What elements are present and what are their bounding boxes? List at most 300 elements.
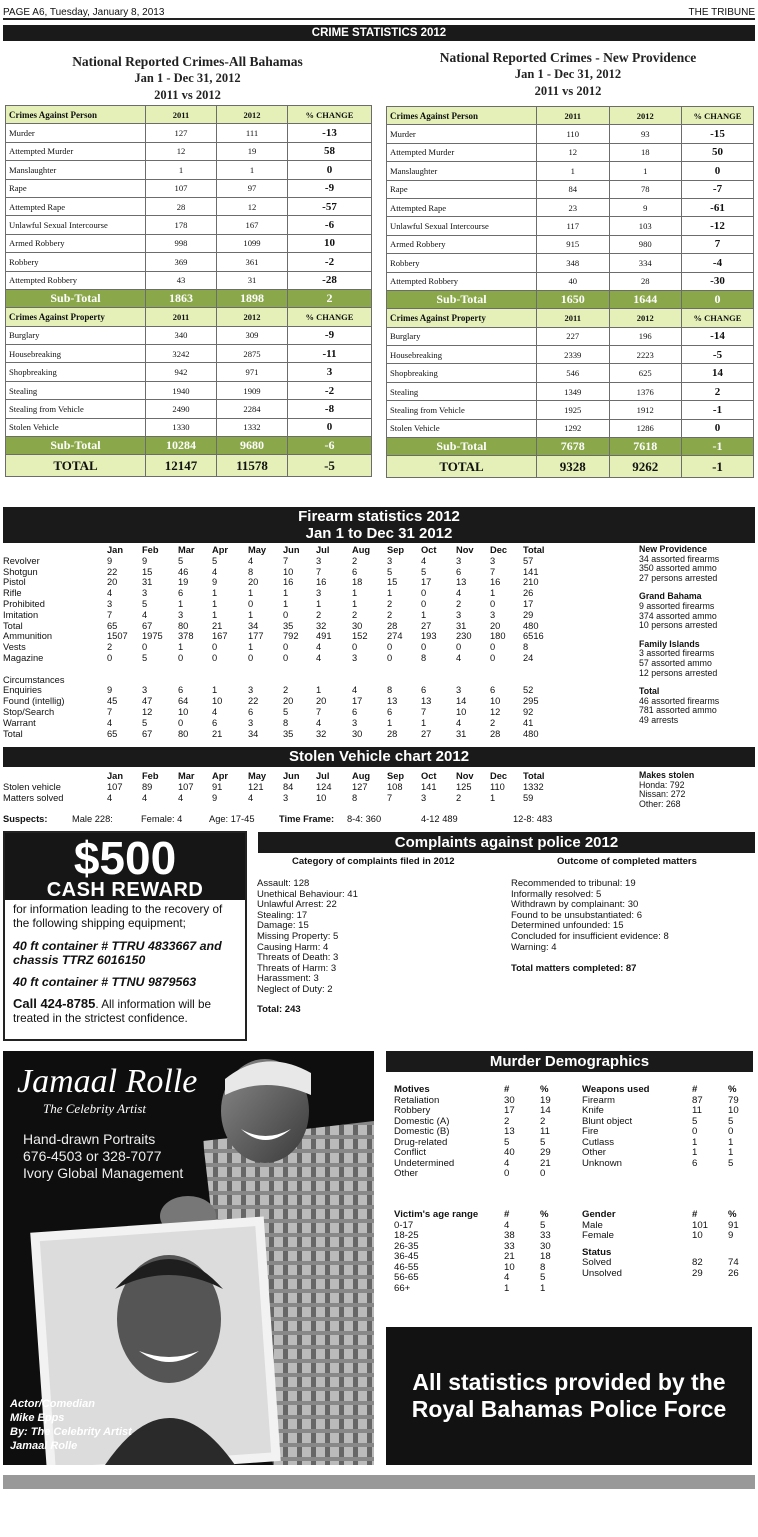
table-cell: 1 <box>316 685 322 696</box>
table-cell: 4 <box>107 792 113 803</box>
table-cell: # <box>504 1084 510 1095</box>
table-cell: Matters solved <box>3 792 64 803</box>
table-cell: 1 <box>421 717 427 728</box>
table-cell: 20 <box>316 696 327 707</box>
table-cell: 1507 <box>107 631 128 642</box>
new-providence-title: National Reported Crimes - New Providence Jan 1 - Dec 31, 2012 2011 vs 2012 <box>439 50 697 98</box>
table-cell: 10 <box>316 792 327 803</box>
table-cell: 110 <box>490 781 505 792</box>
table-cell: 26-35 <box>394 1240 419 1252</box>
table-cell: Domestic (B) <box>394 1126 450 1137</box>
table-cell: 10 <box>490 696 501 707</box>
table-cell: 15 <box>142 566 153 577</box>
table-cell: 6 <box>178 588 184 599</box>
table-cell: 17 <box>504 1105 515 1116</box>
table-row: Stealing 1349 1376 2 <box>387 382 754 400</box>
table-cell: Ammunition <box>3 631 53 642</box>
table-row: Manslaughter 1 1 0 <box>387 162 754 180</box>
table-cell: Stolen vehicle <box>3 781 61 792</box>
table-row: Rape 84 78 -7 <box>387 180 754 198</box>
table-cell: 4 <box>107 717 113 728</box>
table-cell: Solved <box>582 1257 612 1268</box>
table-cell: 6 <box>421 685 427 696</box>
cash-reward-ad <box>3 831 247 1041</box>
table-cell: 10 <box>456 707 467 717</box>
table-cell: 10 <box>504 1261 515 1273</box>
table-row: Attempted Robbery 40 28 -30 <box>387 272 754 290</box>
table-cell: 32 <box>316 728 327 739</box>
table-cell: Revolver <box>3 555 40 566</box>
list-item: Unlawful Arrest: 22 <box>257 899 337 911</box>
table-cell: 19 <box>178 577 189 588</box>
page-date: PAGE A6, Tuesday, January 8, 2013 <box>3 7 165 18</box>
table-cell: 6 <box>692 1157 698 1169</box>
table-cell: 0 <box>178 653 184 663</box>
complaints-outcome-heading: Outcome of completed matters <box>557 856 697 867</box>
table-cell: Jun <box>283 545 300 555</box>
table-cell: 2 <box>490 717 496 728</box>
table-row: Stealing from Vehicle 1925 1912 -1 <box>387 401 754 419</box>
table-cell: 87 <box>692 1094 703 1106</box>
table-cell: Jul <box>316 545 330 555</box>
table-cell: 28 <box>490 728 501 739</box>
table-row: Burglary 340 309 -9 <box>6 326 372 344</box>
table-cell: 2 <box>456 599 462 609</box>
table-cell: 29 <box>540 1147 551 1158</box>
table-cell: 0 <box>504 1168 510 1179</box>
table-cell: 378 <box>178 631 194 642</box>
stolen-vehicle-table <box>3 771 633 805</box>
table-cell: 3 <box>248 685 254 696</box>
table-cell: 33 <box>540 1230 551 1241</box>
firearm-region-summary <box>639 545 754 735</box>
table-cell: Jan <box>107 545 124 555</box>
table-cell: 26 <box>728 1267 739 1279</box>
list-item: Warning: 4 <box>511 941 557 953</box>
table-cell: Imitation <box>3 609 39 620</box>
table-cell: 64 <box>178 696 189 707</box>
table-cell: 6 <box>352 566 358 577</box>
table-cell: 0 <box>728 1126 734 1137</box>
table-cell: 1 <box>352 588 358 599</box>
table-cell: 21 <box>212 620 223 631</box>
crime-statistics-banner: CRIME STATISTICS 2012 <box>3 25 755 41</box>
table-cell: 5 <box>142 653 148 663</box>
table-cell: 91 <box>212 781 223 792</box>
table-cell: 84 <box>283 781 294 792</box>
table-cell: 4 <box>456 717 462 728</box>
table-cell: 30 <box>352 728 363 739</box>
table-cell: 22 <box>107 566 118 577</box>
complaints-outcomes <box>511 879 751 953</box>
table-cell: Aug <box>352 771 371 781</box>
firearm-title: Firearm statistics 2012 <box>298 508 460 525</box>
table-cell: 10 <box>212 696 223 707</box>
reward-confidential: . All information will be treated in the strictest confidence. <box>13 998 212 1025</box>
table-cell: 13 <box>387 696 398 707</box>
table-cell: 91 <box>728 1219 739 1231</box>
table-cell: 5 <box>212 555 218 566</box>
list-item: Missing Property: 5 <box>257 930 339 942</box>
table-cell: 480 <box>523 620 539 631</box>
table-cell: 0 <box>248 599 254 609</box>
table-cell: Female <box>582 1230 614 1241</box>
table-cell: 1 <box>212 599 218 609</box>
table-cell: 12 <box>142 707 153 717</box>
table-cell: 0 <box>352 642 358 653</box>
table-cell: 0 <box>178 717 184 728</box>
celebrity-artist-ad <box>3 1051 374 1465</box>
table-cell: 21 <box>212 728 223 739</box>
table-cell: 14 <box>540 1105 551 1116</box>
table-cell: Other <box>394 1168 418 1179</box>
table-cell: 16 <box>283 577 294 588</box>
table-header: Crimes Against Person 2011 2012 % CHANGE <box>387 107 754 125</box>
table-cell: Retaliation <box>394 1094 440 1106</box>
region-summary: Family Islands 3 assorted firearms 57 assorted ammo 12 persons arrested <box>639 638 718 678</box>
table-cell: 1 <box>540 1282 546 1294</box>
container-1: 40 ft container # TTRU 4833667 and chassis TTRZ 6016150 <box>13 939 222 967</box>
table-cell: 101 <box>692 1219 709 1231</box>
table-cell: 20 <box>107 577 118 588</box>
subtotal-row: Sub-Total 1863 1898 2 <box>6 289 372 307</box>
table-cell: 0 <box>212 653 218 663</box>
table-cell: Shotgun <box>3 566 38 577</box>
table-cell: 1 <box>728 1136 734 1148</box>
table-cell: 177 <box>248 631 264 642</box>
table-cell: 4 <box>456 653 462 663</box>
table-cell: 5 <box>540 1272 546 1283</box>
table-cell: 2 <box>352 609 358 620</box>
table-header: Crimes Against Person 2011 2012 % CHANGE <box>6 106 372 124</box>
bahamas-title: National Reported Crimes-All Bahamas Jan 1 - Dec 31, 2012 2011 vs 2012 <box>72 54 303 102</box>
table-cell: Robbery <box>394 1105 431 1116</box>
table-cell: 1 <box>352 599 358 609</box>
list-item: Assault: 128 <box>257 878 310 889</box>
table-cell: 2 <box>387 609 393 620</box>
table-cell: 124 <box>316 781 332 792</box>
table-cell: % <box>540 1209 549 1220</box>
table-cell: 0 <box>283 642 289 653</box>
table-cell: 141 <box>421 781 437 792</box>
table-cell: 30 <box>504 1094 515 1106</box>
table-row: Robbery 348 334 -4 <box>387 254 754 272</box>
total-row: TOTAL 12147 11578 -5 <box>6 455 372 477</box>
source-credit: All statistics provided by the Royal Bahamas Police Force <box>386 1327 752 1465</box>
table-cell: 0 <box>212 642 218 653</box>
table-cell: 167 <box>212 631 228 642</box>
table-cell: 9 <box>728 1230 734 1241</box>
table-cell: 26 <box>523 588 534 599</box>
table-cell: 10 <box>728 1105 739 1116</box>
page-header <box>3 4 755 20</box>
table-cell: 10 <box>692 1230 703 1241</box>
table-cell: Firearm <box>582 1094 616 1106</box>
table-cell: Conflict <box>394 1147 426 1158</box>
table-cell: 80 <box>178 620 189 631</box>
table-cell: 2 <box>387 599 393 609</box>
table-cell: 1 <box>728 1147 734 1158</box>
table-cell: 6 <box>212 717 218 728</box>
table-cell: % <box>728 1084 737 1095</box>
table-cell: 7 <box>421 707 427 717</box>
table-cell: 0 <box>107 653 113 663</box>
table-cell: Other <box>582 1147 606 1158</box>
table-row: Shopbreaking 546 625 14 <box>387 364 754 382</box>
table-cell: 29 <box>523 609 534 620</box>
table-cell: 6 <box>352 707 358 717</box>
table-cell: 65 <box>107 620 118 631</box>
table-cell: 17 <box>421 577 432 588</box>
table-cell: 107 <box>107 781 123 792</box>
table-cell: 1 <box>283 588 289 599</box>
table-cell: 152 <box>352 631 368 642</box>
table-cell: 5 <box>421 566 427 577</box>
table-cell: 210 <box>523 577 539 588</box>
table-cell: Cutlass <box>582 1136 614 1148</box>
subtotal-row: Sub-Total 7678 7618 -1 <box>387 438 754 456</box>
table-cell: 5 <box>178 555 184 566</box>
makes-stolen: Makes stolen Honda: 792 Nissan: 272 Other: 268 <box>639 770 695 809</box>
firearm-subtitle: Jan 1 to Dec 31 2012 <box>305 525 453 542</box>
table-cell: 0 <box>490 599 496 609</box>
table-cell: 1 <box>504 1282 510 1294</box>
table-cell: 5 <box>142 717 148 728</box>
table-cell: 4 <box>316 642 322 653</box>
region-summary: Grand Bahama 9 assorted firearms 374 assorted ammo 10 persons arrested <box>639 591 718 631</box>
list-item: Withdrawn by complainant: 30 <box>511 899 639 911</box>
table-cell: Total <box>523 771 545 781</box>
table-row: Murder 127 111 -13 <box>6 124 372 142</box>
table-cell: 3 <box>456 609 462 620</box>
table-cell: 0 <box>142 642 148 653</box>
table-cell: 24 <box>523 653 534 663</box>
complaints-categories <box>257 879 497 996</box>
table-cell: Nov <box>456 545 474 555</box>
table-cell: 180 <box>490 631 506 642</box>
table-cell: 4 <box>212 707 218 717</box>
table-cell: Domestic (A) <box>394 1115 450 1127</box>
table-header: Crimes Against Property 2011 2012 % CHANGE <box>6 308 372 326</box>
table-cell: 20 <box>490 620 501 631</box>
table-cell: 107 <box>178 781 194 792</box>
list-item: Threats of Harm: 3 <box>257 962 337 974</box>
table-cell: Apr <box>212 545 229 555</box>
table-cell: 7 <box>316 566 322 577</box>
table-cell: 35 <box>283 728 294 739</box>
table-cell: 10 <box>178 707 189 717</box>
table-cell: 89 <box>142 781 153 792</box>
murder-demographics-table <box>386 1085 754 1299</box>
table-cell: Oct <box>421 545 437 555</box>
table-cell: 8 <box>387 685 393 696</box>
table-cell: 4 <box>248 792 254 803</box>
table-cell: 5 <box>728 1157 734 1169</box>
table-cell: 31 <box>456 620 467 631</box>
table-cell: 7 <box>387 792 393 803</box>
table-cell: 2 <box>107 642 113 653</box>
table-cell: 7 <box>316 707 322 717</box>
table-cell: 12 <box>490 707 501 717</box>
table-cell: % <box>540 1084 549 1095</box>
table-cell: 65 <box>107 728 118 739</box>
table-cell: 0 <box>387 653 393 663</box>
table-cell: Feb <box>142 545 159 555</box>
table-cell: 2 <box>456 792 462 803</box>
list-item: Harassment: 3 <box>257 973 319 985</box>
table-cell: 16 <box>316 577 327 588</box>
table-cell: Blunt object <box>582 1115 633 1127</box>
table-row: Attempted Rape 23 9 -61 <box>387 198 754 216</box>
table-cell: # <box>692 1084 698 1095</box>
table-cell: 0 <box>421 588 427 599</box>
table-cell: 5 <box>142 599 148 609</box>
complaints-total: Total: 243 <box>257 1004 301 1015</box>
table-cell: 4 <box>107 588 113 599</box>
table-cell: 0-17 <box>394 1219 414 1231</box>
table-cell: 108 <box>387 781 403 792</box>
table-cell: 1 <box>178 642 184 653</box>
table-cell: 92 <box>523 707 534 717</box>
complaints-category-heading: Category of complaints filed in 2012 <box>292 856 455 867</box>
table-cell: 2 <box>283 685 289 696</box>
reward-phone: Call 424-8785 <box>13 996 96 1011</box>
table-cell: Jul <box>316 771 330 781</box>
table-cell: 18 <box>352 577 363 588</box>
artist-subtitle: The Celebrity Artist <box>43 1101 147 1116</box>
table-cell: Sep <box>387 771 405 781</box>
table-cell: 1 <box>248 609 254 620</box>
table-cell: 13 <box>504 1126 515 1137</box>
table-cell: 46-55 <box>394 1261 419 1273</box>
table-cell: 4 <box>316 717 322 728</box>
table-cell: 3 <box>387 555 393 566</box>
table-cell: 6516 <box>523 631 544 642</box>
table-cell: 15 <box>387 577 398 588</box>
reward-amount: $500 <box>73 832 177 884</box>
table-cell: 3 <box>456 685 462 696</box>
table-cell: % <box>728 1209 737 1220</box>
table-cell: 7 <box>107 609 113 620</box>
table-cell: 3 <box>316 555 322 566</box>
firearm-banner <box>3 507 755 543</box>
table-cell: Unsolved <box>582 1267 622 1279</box>
list-item: Recommended to tribunal: 19 <box>511 878 636 889</box>
table-cell: 4 <box>142 792 148 803</box>
table-cell: May <box>248 545 267 555</box>
table-row: Burglary 227 196 -14 <box>387 327 754 345</box>
list-item: Threats of Death: 3 <box>257 952 339 964</box>
table-cell: Weapons used <box>582 1084 650 1095</box>
table-cell: 2 <box>352 555 358 566</box>
table-cell: 2 <box>504 1115 510 1127</box>
table-cell: Drug-related <box>394 1136 448 1148</box>
table-cell: 11 <box>540 1126 550 1137</box>
table-cell: 4 <box>352 685 358 696</box>
table-cell: Jan <box>107 771 124 781</box>
table-cell: 5 <box>504 1136 510 1148</box>
bahamas-crime-table <box>5 105 372 477</box>
stolen-vehicle-banner: Stolen Vehicle chart 2012 <box>3 747 755 767</box>
table-cell: 4 <box>142 609 148 620</box>
list-item: Damage: 15 <box>257 920 309 932</box>
table-cell: 4 <box>504 1157 510 1169</box>
table-cell: 3 <box>352 717 358 728</box>
table-cell: 1 <box>316 599 322 609</box>
table-cell: 491 <box>316 631 332 642</box>
table-cell: 7 <box>283 555 289 566</box>
table-row: Murder 110 93 -15 <box>387 125 754 143</box>
table-cell: 1 <box>212 609 218 620</box>
table-cell: 40 <box>504 1147 515 1158</box>
table-cell: 4 <box>212 566 218 577</box>
subtotal-row: Sub-Total 10284 9680 -6 <box>6 437 372 455</box>
table-cell: Total <box>523 545 545 555</box>
table-cell: 79 <box>728 1094 739 1106</box>
table-cell: 8 <box>248 566 254 577</box>
table-cell: Sep <box>387 545 405 555</box>
table-cell: 29 <box>692 1267 703 1279</box>
table-cell: 56-65 <box>394 1272 419 1283</box>
table-cell: 11 <box>692 1105 702 1116</box>
table-row: Robbery 369 361 -2 <box>6 253 372 271</box>
table-cell: Dec <box>490 545 508 555</box>
table-cell: May <box>248 771 267 781</box>
table-cell: 1 <box>490 588 496 599</box>
table-cell: 28 <box>387 620 398 631</box>
table-cell: Prohibited <box>3 599 45 609</box>
table-cell: 792 <box>283 631 299 642</box>
reward-text: for information leading to the recovery of the following shipping equipment; <box>13 903 223 930</box>
table-cell: 3 <box>283 792 289 803</box>
table-cell: 18-25 <box>394 1230 419 1241</box>
total-row: TOTAL 9328 9262 -1 <box>387 456 754 478</box>
table-row: Stealing from Vehicle 2490 2284 -8 <box>6 400 372 418</box>
table-row: Attempted Robbery 43 31 -28 <box>6 271 372 289</box>
table-cell: 46 <box>178 566 189 577</box>
table-cell: 22 <box>248 696 259 707</box>
table-row: Armed Robbery 915 980 7 <box>387 235 754 253</box>
table-cell: 8 <box>352 792 358 803</box>
table-cell: 27 <box>421 728 432 739</box>
table-cell: 67 <box>142 728 153 739</box>
table-cell: Status <box>582 1246 612 1258</box>
table-cell: 80 <box>178 728 189 739</box>
table-cell: 13 <box>421 696 432 707</box>
table-cell: 4 <box>504 1219 510 1231</box>
table-cell: 82 <box>692 1257 703 1268</box>
table-cell: 21 <box>504 1251 515 1262</box>
table-cell: 3 <box>142 588 148 599</box>
table-cell: 35 <box>283 620 294 631</box>
table-cell: 5 <box>692 1115 698 1127</box>
table-cell: Enquiries <box>3 685 42 696</box>
table-cell: 0 <box>490 653 496 663</box>
table-cell: 2 <box>316 609 322 620</box>
table-cell: 66+ <box>394 1282 411 1294</box>
table-cell: 9 <box>107 555 113 566</box>
table-cell: Oct <box>421 771 437 781</box>
table-cell: 4 <box>316 653 322 663</box>
table-cell: Dec <box>490 771 508 781</box>
table-cell: 8 <box>540 1261 546 1273</box>
table-cell: 0 <box>421 599 427 609</box>
table-cell: 3 <box>142 685 148 696</box>
table-cell: 27 <box>421 620 432 631</box>
container-2: 40 ft container # TTNU 9879563 <box>13 975 197 989</box>
table-cell: 4 <box>248 555 254 566</box>
table-cell: 2 <box>540 1115 546 1127</box>
